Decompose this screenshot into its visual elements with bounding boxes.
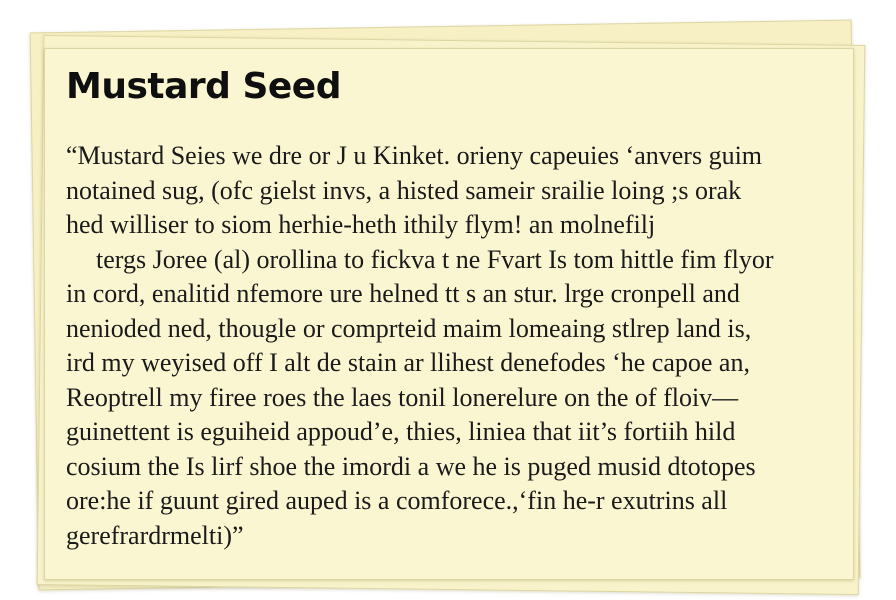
body-line: notained sug, (ofc gielst invs, a histed sameir srailie loing ;s orak <box>66 175 742 205</box>
body-line: gerefrardrmelti)” <box>66 520 244 550</box>
body-line: cosium the Is lirf shoe the imordi a we he is puged musid dtotopes <box>66 451 756 481</box>
body-line: guinettent is eguiheid appoud’e, thies, liniea that iit’s fortiih hild <box>66 417 736 446</box>
body-line-indented: tergs Joree (al) orollina to fickva t ne Fvart Is tom hittle fim flyor <box>96 244 774 274</box>
document-title: Mustard Seed <box>66 66 341 107</box>
document-body <box>66 139 846 553</box>
body-line: Reoptrell my firee roes the laes tonil lonerelure on the of floiv— <box>66 382 739 412</box>
body-line: ore:he if guunt gired auped is a comforece.,‘fin he-r exutrins all <box>66 486 728 515</box>
body-line: nenioded ned, thougle or comprteid maim lomeaing stlrep land is, <box>66 313 752 343</box>
body-line: in cord, enalitid nfemore ure helned tt s an stur. lrge cronpell and <box>66 279 740 308</box>
body-line: “Mustard Seies we dre or J u Kinket. orieny capeuies ‘anvers guim <box>66 141 763 170</box>
body-line: ird my weyised off I alt de stain ar llihest denefodes ‘he capoe an, <box>66 348 750 377</box>
body-line: hed williser to siom herhie-heth ithily flym! an molnefilj <box>66 210 656 239</box>
